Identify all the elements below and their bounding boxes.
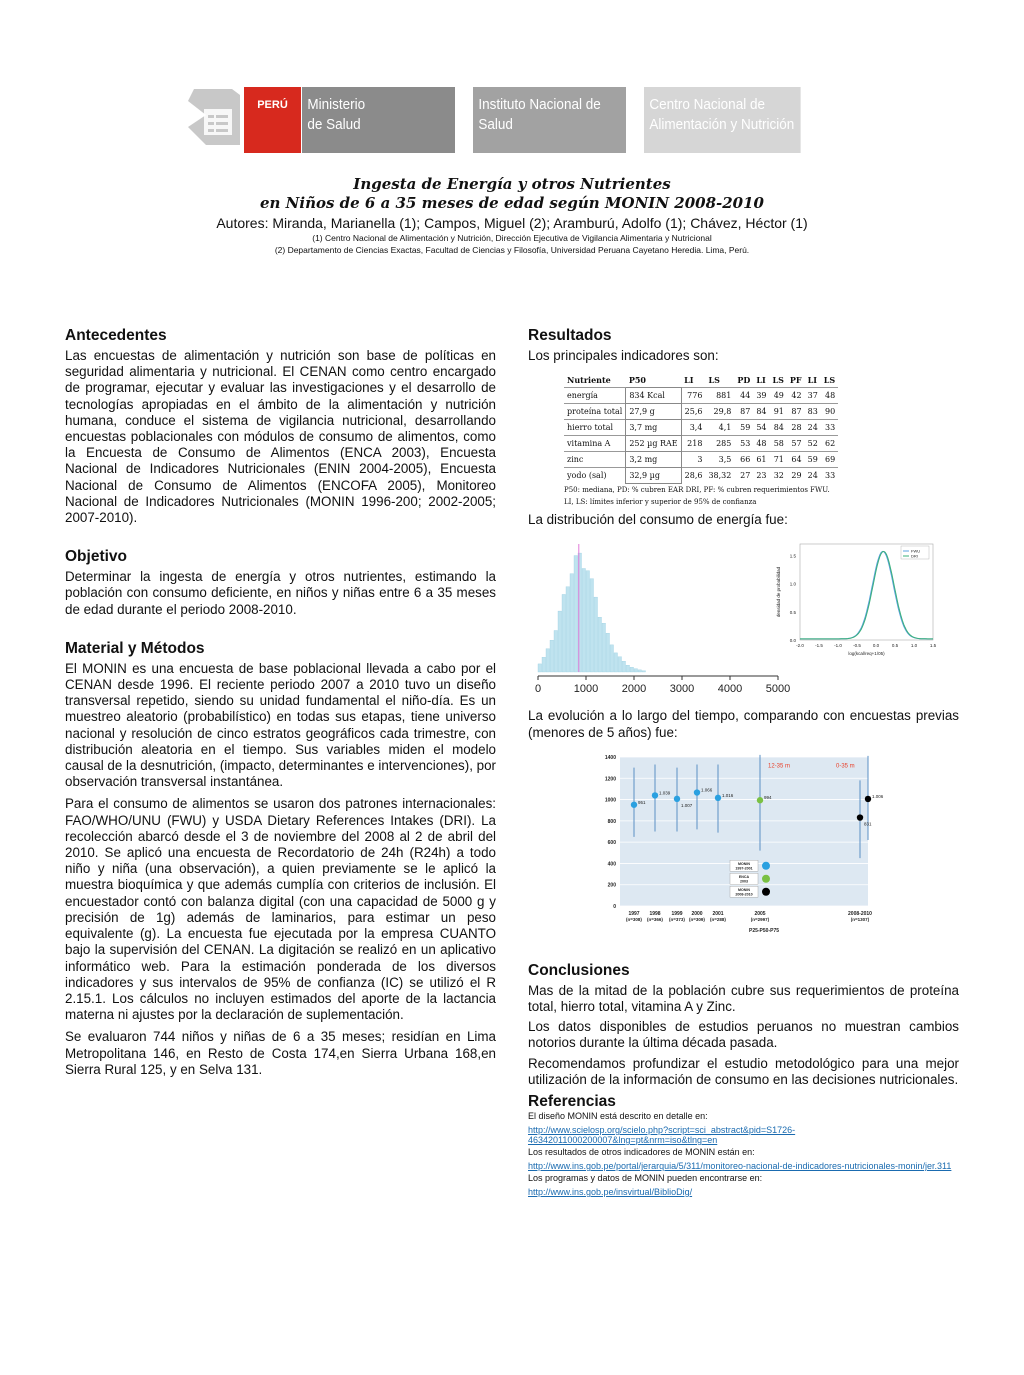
x-tick-label: 2008-2010 [848, 910, 872, 917]
table-cell: 59 [805, 452, 821, 468]
legend-label: 2003 [740, 879, 748, 884]
table-cell: 83 [805, 404, 821, 420]
ref1-link[interactable]: http://www.scielosp.org/scielo.php?script=sci_abstract&pid=S1726-46342011000200007&lng=pt&nrm=iso&tlng=en [528, 1125, 796, 1146]
histogram-bar [574, 556, 578, 672]
x-tick-label: -0.5 [853, 643, 861, 649]
table-row [564, 388, 838, 404]
table-row [564, 404, 838, 420]
chart-footer: P25-P50-P75 [748, 927, 780, 934]
legend-label: FWU [911, 548, 921, 554]
title-block [60, 175, 964, 256]
table-cell: 90 [821, 404, 838, 420]
table-cell: 3,2 mg [626, 452, 681, 468]
affiliation-2: (2) Departamento de Ciencias Exactas, Facultad de Ciencias y Filosofía, Universidad Peruana Cayetano Heredia. Lima, Perú. [274, 245, 750, 255]
y-tick-label: 0 [613, 903, 616, 910]
table-cell: 3,5 [705, 452, 734, 468]
histogram-bar [602, 624, 606, 673]
metodos-p1: El MONIN es una encuesta de base poblacional llevada a cabo por el CENAN desde 1996. El reciente periodo 2007 a 2010 tuvo un diseño transversal repetido, siendo su unidad fundamental el niño-día. Es un muestreo aleatorio (probabilístico) en todas sus etapas, tiene universo nacional y resolución de cinco estratos geográficos cada trimestre, con distribución aleatoria en el tiempo. Sus variables miden el modelo causal de la desnutrición, (impacto, determinantes e intervenciones), por observación transversal instantánea. [65, 660, 496, 790]
y-tick-label: 0.5 [789, 610, 796, 616]
point-label: 1.066 [701, 787, 713, 793]
x-tick-label: 0.0 [872, 643, 880, 649]
x-tick-label: (n=2997) [750, 916, 770, 922]
point-label: 831 [864, 821, 872, 827]
table-cell: 218 [681, 436, 705, 452]
table-cell: 33 [821, 468, 838, 484]
ins-line2: Salud [478, 116, 513, 133]
resultados-heading: Resultados [528, 327, 612, 344]
table-header-cell: LI [807, 375, 817, 386]
table-cell: energía [564, 388, 626, 404]
point-marker [715, 794, 721, 800]
point-marker [694, 789, 700, 795]
table-cell: 4,1 [705, 420, 734, 436]
distribution-text: La distribución del consumo de energía fue: [528, 512, 788, 528]
table-cell: 3,4 [681, 420, 705, 436]
table-cell: 84 [753, 404, 769, 420]
point-marker [865, 796, 871, 802]
table-cell: yodo (sal) [564, 468, 626, 484]
conclusiones-p1: Mas de la mitad de la población cubre sus requerimientos de proteína total, hierro total, vitamina A y Zinc. [528, 982, 959, 1015]
table-cell: 53 [734, 436, 753, 452]
cenan-line2: Alimentación y Nutrición [649, 116, 795, 133]
point-label: 1.016 [722, 792, 734, 798]
ref2-link[interactable]: http://www.ins.gob.pe/portal/jerarquia/5/311/monitoreo-nacional-de-indicadores-nutricionales-monin/jer.311 [528, 1161, 952, 1172]
histogram-bar [626, 666, 630, 673]
conclusiones-p2: Los datos disponibles de estudios peruanos no muestran cambios notorios durante la última década pasada. [528, 1019, 959, 1051]
histogram-bar [598, 618, 602, 673]
table-cell: 62 [821, 436, 838, 452]
table-row [564, 468, 838, 484]
table-cell: 84 [770, 420, 787, 436]
conclusiones-p3: Recomendamos profundizar el estudio metodológico para una mejor utilización de la información de consumo en las decisiones nutricionales. [528, 1055, 959, 1087]
objetivo-heading: Objetivo [65, 548, 128, 566]
point-label: 1.039 [659, 790, 671, 796]
histogram-bar [582, 569, 586, 673]
table-cell: 28,6 [681, 468, 705, 484]
histogram-bar [562, 595, 566, 673]
histogram-bar [538, 664, 542, 672]
table-cell: 91 [770, 404, 787, 420]
histogram-bar [554, 631, 558, 673]
energy-charts [528, 534, 959, 694]
table-cell: 49 [770, 388, 787, 404]
histogram-bar [570, 574, 574, 672]
table-cell: 881 [705, 388, 734, 404]
x-tick-label: 0 [534, 683, 542, 696]
x-tick-label: (n=308) [626, 916, 642, 922]
annotation-0-35: 0-35 m [836, 763, 855, 770]
point-marker [631, 801, 637, 807]
y-axis-label: densidad de probabilidad [776, 567, 781, 618]
antecedentes-text: Las encuestas de alimentación y nutrición son base de políticas en seguridad alimentaria y nutricional. El CENAN como centro encargado de programar, ejecutar y evaluar las investigaciones y el desarrollo de tecnologías apropiadas en el ámbito de la alimentación y nutrición humana, conduce el sistema de vigilancia nutricional, desarrollando encuestas poblacionales con módulos de consumo de alimentos, como la Encuesta de Consumo de Alimentos (ENCA 2003), Encuesta Nacional de Indicadores Nutricionales (ENIN 2004-2005), Encuesta Nacional de Consumo de Alimentos (ENCOFA 2005), Monitoreo Nacional de Indicadores Nutricionales (MONIN 1996-200; 2002-2005; 2007-2010). [65, 348, 496, 526]
table-cell: 39 [753, 388, 769, 404]
table-cell: 42 [787, 388, 805, 404]
table-cell: 25,6 [681, 404, 705, 420]
x-tick-label: (n=373) [669, 916, 685, 922]
histogram-bar [558, 611, 562, 672]
legend-label: MONIN [738, 888, 750, 893]
density-legend [901, 546, 929, 559]
table-cell: 28 [787, 420, 805, 436]
x-tick-label: (n=288) [710, 916, 726, 922]
ref3-text: Los programas y datos de MONIN pueden encontrarse en: [528, 1173, 763, 1184]
indicators-table-wrap [564, 373, 959, 508]
table-cell: 24 [805, 468, 821, 484]
legend-label: 1997-2001 [735, 866, 753, 871]
table-header-row [564, 373, 838, 388]
y-tick-label: 400 [607, 861, 616, 868]
ins-box [473, 87, 626, 153]
table-cell: 71 [770, 452, 787, 468]
table-cell: 834 Kcal [626, 388, 681, 404]
energy-histogram [528, 534, 790, 694]
x-tick-label: 3000 [669, 683, 695, 696]
table-cell: 38,32 [705, 468, 734, 484]
histogram-bar [610, 645, 614, 672]
x-tick-label: 1998 [649, 910, 661, 917]
table-cell: 24 [805, 420, 821, 436]
title-line1: Ingesta de Energía y otros Nutrientes [353, 175, 671, 193]
point-label: 951 [638, 799, 646, 805]
evolution-chart [588, 751, 884, 941]
table-header-cell: LS [772, 375, 784, 386]
metodos-p2: Para el consumo de alimentos se usaron dos patrones internacionales: FAO/WHO/UNU (FWU) y USDA Dietary References Intakes (DRI). La recolección abarcó desde el 3 de noviembre del 2008 al 2 de abril del 2010. Se aplicó una encuesta de Recordatorio de 24h (R24h) a todo niño y niña (una observación), a quien previamente se le aplicó la muestra bioquímica y que además cumplía con criterios de inclusión. El encuestador contó con balanza digital (con una capacidad de 5000 g y precisión de 1g) además de laminarios, para estimar un peso equivalente (g). La encuesta fue ejecutada por la empresa CUANTO bajo la supervisión del CENAN. La digitación se realizó en un aplicativo informático web. Para la estimación ponderada de los diversos indicadores y sus intervalos de 95% de confianza (IC) se utilizó el R 2.15.1. Los cálculos no incluyen estimados del aporte de la lactancia materna ni ajustes por la declaración de suplementación. [65, 796, 496, 1023]
table-cell: 58 [770, 436, 787, 452]
ref1-text: El diseño MONIN está descrito en detalle en: [528, 1111, 708, 1122]
table-cell: 33 [821, 420, 838, 436]
legend-swatch [762, 875, 770, 883]
table-cell: 48 [821, 388, 838, 404]
table-cell: 27,9 g [626, 404, 681, 420]
x-tick-label: 2001 [712, 910, 724, 917]
histogram-bar [546, 649, 550, 672]
y-tick-label: 1200 [604, 776, 616, 783]
table-cell: 44 [734, 388, 753, 404]
table-cell: zinc [564, 452, 626, 468]
table-cell: 252 µg RAE [626, 436, 681, 452]
x-tick-label: 5000 [765, 683, 791, 696]
y-tick-label: 0.0 [789, 638, 796, 644]
table-cell: 54 [753, 420, 769, 436]
table-cell: 32,9 µg [626, 468, 681, 484]
table-cell: 57 [787, 436, 805, 452]
affiliation-1: (1) Centro Nacional de Alimentación y Nutrición, Dirección Ejecutiva de Vigilancia Alimentaria y Nutricional [312, 233, 712, 243]
table-header-cell: LS [823, 375, 836, 386]
conclusiones-heading: Conclusiones [528, 961, 630, 979]
y-tick-label: 1400 [604, 754, 616, 761]
x-tick-label: 4000 [717, 683, 743, 696]
y-tick-label: 600 [607, 839, 616, 846]
x-tick-label: (n=366) [647, 916, 663, 922]
metodos-p3: Se evaluaron 744 niños y niñas de 6 a 35 meses; residían en Lima Metropolitana 146, en Resto de Costa 174,en Sierra Urbana 168,en Sierra Rural 125, y en Selva 131. [65, 1029, 496, 1077]
histogram-bar [638, 670, 642, 672]
y-tick-label: 800 [607, 818, 616, 825]
x-tick-label: 1997 [628, 910, 640, 917]
legend-label: ENCA [738, 875, 750, 880]
table-header-cell: LI [756, 375, 766, 386]
table-header-cell: Nutriente [567, 375, 611, 386]
table-cell: 87 [734, 404, 753, 420]
legend-swatch [762, 862, 770, 870]
x-tick-label: 2000 [621, 683, 647, 696]
table-cell: 3 [681, 452, 705, 468]
x-tick-label: 2005 [754, 910, 766, 917]
table-cell: 27 [734, 468, 753, 484]
point-label: 1.006 [872, 793, 884, 799]
evolution-legend [730, 860, 770, 897]
table-cell: 69 [821, 452, 838, 468]
resultados-intro: Los principales indicadores son: [528, 348, 719, 363]
table-header-cell: PD [737, 375, 751, 386]
histogram-bar [634, 669, 638, 672]
table-cell: 29,8 [705, 404, 734, 420]
x-tick-label: 1000 [573, 683, 599, 696]
table-cell: 29 [787, 468, 805, 484]
y-tick-label: 1000 [604, 797, 616, 804]
energy-density-chart [768, 530, 943, 660]
point-marker [857, 814, 863, 820]
table-header-cell: PF [789, 375, 802, 386]
y-tick-label: 1.0 [789, 581, 796, 587]
table-header-cell: LS [708, 375, 720, 386]
cenan-line1: Centro Nacional de [649, 96, 765, 113]
y-tick-label: 200 [607, 882, 616, 889]
table-note-1: P50: mediana, PD: % cubren EAR DRI, PF: % cubren requerimientos FWU. [564, 486, 830, 495]
right-column [528, 326, 959, 1199]
x-tick-label: 2000 [691, 910, 703, 917]
table-cell: 32 [770, 468, 787, 484]
table-cell: 61 [753, 452, 769, 468]
x-tick-label: 0.5 [891, 643, 899, 649]
table-cell: 285 [705, 436, 734, 452]
histogram-bar [606, 634, 610, 673]
referencias-heading: Referencias [528, 1093, 616, 1111]
histogram-bar [586, 571, 590, 672]
table-cell: 59 [734, 420, 753, 436]
table-cell: 52 [805, 436, 821, 452]
left-column [65, 326, 496, 1084]
histogram-bar [622, 662, 626, 673]
header-banner [186, 87, 818, 154]
table-row [564, 420, 838, 436]
table-cell: 37 [805, 388, 821, 404]
y-tick-label: 1.5 [789, 553, 796, 559]
table-row [564, 452, 838, 468]
table-cell: vitamina A [564, 436, 626, 452]
x-axis-label: log(kcal/req+1/05) [848, 651, 885, 657]
antecedentes-heading: Antecedentes [65, 327, 167, 344]
point-label: 1.007 [681, 802, 693, 808]
histogram-bar [618, 657, 622, 672]
histogram-bar [590, 579, 594, 672]
point-marker [674, 795, 680, 801]
objetivo-text: Determinar la ingesta de energía y otros nutrientes, estimando la población con consumo deficiente, en niños y niñas entre 6 a 35 meses de edad durante el periodo 2008-2010. [65, 569, 496, 617]
cenan-box [644, 87, 801, 153]
ref2-text: Los resultados de otros indicadores de MONIN están en: [528, 1147, 755, 1158]
histogram-bar [550, 641, 554, 673]
table-cell: 3,7 mg [626, 420, 681, 436]
minsa-line1: Ministerio [307, 96, 366, 113]
legend-label: MONIN [738, 862, 750, 867]
x-tick-label: -2.0 [796, 643, 804, 649]
title-line2: en Niños de 6 a 35 meses de edad según MONIN 2008-2010 [260, 194, 764, 212]
table-cell: 776 [681, 388, 705, 404]
minsa-box [302, 87, 455, 153]
ins-line1: Instituto Nacional de [478, 96, 601, 113]
histogram-bar [566, 587, 570, 672]
legend-label: DRI [911, 553, 918, 559]
legend-swatch [762, 888, 770, 896]
table-header-cell: LI [684, 375, 694, 386]
table-cell: 48 [753, 436, 769, 452]
evolution-text: La evolución a lo largo del tiempo, comparando con encuestas previas (menores de 5 años) fue: [528, 708, 959, 740]
data-point [865, 756, 884, 840]
x-tick-label: 1.0 [910, 643, 918, 649]
table-cell: 23 [753, 468, 769, 484]
x-tick-label: -1.0 [834, 643, 842, 649]
metodos-heading: Material y Métodos [65, 639, 205, 657]
x-tick-label: 1999 [671, 910, 683, 917]
histogram-bar [642, 671, 646, 672]
table-row [564, 436, 838, 452]
annotation-12-35: 12-35 m [768, 763, 791, 770]
ministry-logo-icon [186, 87, 242, 147]
table-cell: 64 [787, 452, 805, 468]
table-header-cell: P50 [628, 375, 646, 386]
table-body [564, 388, 838, 484]
point-marker [652, 792, 658, 798]
minsa-line2: de Salud [307, 116, 361, 133]
legend-label: 2008-2010 [735, 892, 753, 897]
table-cell: 87 [787, 404, 805, 420]
point-marker [757, 797, 763, 803]
table-cell: 66 [734, 452, 753, 468]
authors: Autores: Miranda, Marianella (1); Campos, Miguel (2); Aramburú, Adolfo (1); Chávez, Héctor (1) [216, 215, 808, 231]
x-tick-label: 1.5 [929, 643, 937, 649]
histogram-bar [542, 658, 546, 673]
indicators-table [564, 373, 838, 484]
peru-label: PERÚ [257, 99, 288, 111]
ref3-link[interactable]: http://www.ins.gob.pe/insvirtual/BiblioDig/ [528, 1187, 693, 1198]
x-tick-label: -1.5 [815, 643, 823, 649]
histogram-bar [594, 598, 598, 673]
table-note-2: LI, LS: límites inferior y superior de 95% de confianza [564, 498, 757, 507]
histogram-bar [614, 653, 618, 672]
table-cell: proteína total [564, 404, 626, 420]
peru-flag-box [244, 87, 301, 153]
x-tick-label: (n=1307) [850, 916, 870, 922]
table-cell: hierro total [564, 420, 626, 436]
x-tick-label: (n=309) [689, 916, 705, 922]
histogram-bar [630, 668, 634, 673]
point-label: 994 [764, 795, 772, 801]
density-line-fwu [800, 552, 933, 640]
density-line-dri [800, 552, 933, 640]
